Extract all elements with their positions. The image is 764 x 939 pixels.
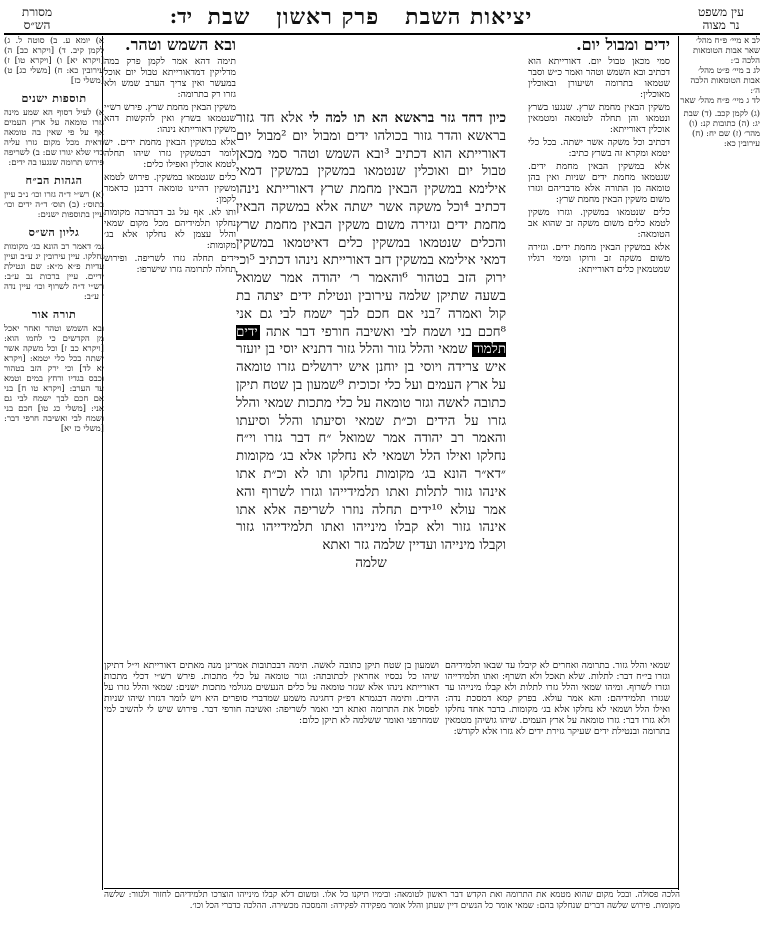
hagahot-habach-body: (א) רש״י ד״ה גזרו וכו׳ נ״ב עיין בתוס׳: (ב) תוס׳ ד״ה ידים וכו׳ עיין בתוספות ישנים: <box>4 190 104 220</box>
rashi-paragraph: כלים שנטמאו במשקין. וגזרו משקין לטמא כלים משום משקה זב שהוא אב הטומאה: <box>528 207 670 240</box>
gemara-text <box>236 110 506 644</box>
page-title: יציאות השבת פרק ראשון שבת <box>207 4 533 30</box>
gemara-body-continued: שמאי והלל גזור והלל גזור דתניא יוסי בן יועזר איש צרידה ויוסי בן יוחנן איש ירושלים גזרו טומאה על ארץ העמים ועל כלי זכוכית ⁹שמעון בן שטח תיקן כתובה לאשה וגזר טומאה על כלי מתכות שמאי והלל גזרו על הידים וכ״ת שמאי וסיעתו והלל וסיעתו והאמר רב יהודה אמר שמואל ״ח דבר גזרו וי״ח נחלקו ואילו הלל ושמאי לא נחלקו אלא בג׳ מקומות ״דא״ר הונא בג׳ מקומות נחלקו ותו לא וכ״ת אתו אינהו גזור לתלות ואתו תלמידייהו וגזרו לשרוף והא אמר עולא ¹⁰ידים תחלה נוזרו לשריפה אלא אתו אינהו גזור ולא קבלו מינייהו ואתו תלמידייהו גזור וקבלו מינייהו ועדיין שלמה גזר ואתא <box>236 342 506 554</box>
tosafot-paragraph: כלים שנטמאו במשקין. פירוש לטמא משקין דהיינו טומאה דרבנן כדאמר לקמן: <box>104 172 236 205</box>
tosafot-paragraph: ידים תחלה גזרו לשריפה. ופירוש תחלה לתרומה גזרו שישרפו: <box>104 253 236 275</box>
rashi-paragraph: אלא במשקין הבאין מחמת ידים. וגזירה משום משקה זב ורוקו ומימי רגליו שמטמאין כלים דאורייתא: <box>528 242 670 275</box>
rashi-paragraph: משקין הבאין מחמת שרץ. שנגעו בשרץ ונטמאו והן תחלה לטומאה ומטמאין אוכלין דאורייתא: <box>528 102 670 135</box>
tosafot-lower-column <box>104 660 439 890</box>
gemara-closing: שלמה <box>355 555 387 571</box>
rashi-paragraph: דכתיב וכל משקה אשר ישתה. בכל כלי יטמא ומקרא זה בשרץ כתיב: <box>528 137 670 159</box>
gilyon-hashas-body: גמ׳ דאמר רב הונא בג׳ מקומות נחלקו. עיין עירובין יג ע״ב ועיין עדיות פ״א מ״א: שם ונטילת ידיים. עיין ברכות נב ע״ב: רש״י ד״ה לשרוף וכו׳ עיין נדה ז ע״ב: <box>4 242 104 302</box>
bottom-commentary <box>104 890 680 936</box>
right-margin-rule <box>678 36 679 890</box>
tosafot-paragraph: משקין הבאין מחמת שרץ. פירש רש״י שנטמאו בשרץ ואין להקשות דהא משקין דאורייתא נינהו: <box>104 102 236 135</box>
tosafot-lower-text: ושמעון בן שטח תיקן כתובה לאשה. תימה דבכתובות אמרינן מנה מאתים דאורייתא וי״ל דתיקן שיהו כל נכסיו אחראין לכתובתה: וגזר טומאה על כלי מתכות. פירש רש״י דכלי מתכות דאורייתא נינהו אלא שגזר טומאה על כלים הנעשים מגולמי מתכות ישנים: שמאי והלל גזרו על הידים. ותימה דבגמרא דפ״ק דחגיגה משמע שמדברי סופרים היא ויש לומר דגזרו שיהו שניות לפסול את התרומה ואתא רבי ואמר לשריפה: ואשיבה חורפי דבר. פירוש שיש לי להשיב למי שמחרפני ואומר ששלמה לא תיקן כלום: <box>104 660 439 726</box>
rashi-column <box>528 36 670 656</box>
ein-mishpat-mid <box>680 108 760 888</box>
masoret-sidebar <box>4 36 104 931</box>
rashi-lead: ידים ומבול יום. <box>576 36 670 54</box>
gemara-body: אלא חד גזור בראשא והדר גזור בכולהו ידים ומבול יום ²מבול יום דאורייתא הוא דכתיב ³ובא השמש וטהר סמי מכאן טבול יום ואוכלין שנטמאו במשקין במשקין דמאי אילימא במשקין הבאין מחמת שרץ דאורייתא נינהו דכתיב ⁴וכל משקה אשר ישתה אלא במשקה הבאין מחמת ידים וגזירה משום משקין הבאין מחמת שרץ והכלים שנטמאו במשקין כלים דאיטמאו במשקין דמאי אילימא במשקין דזב דאורייתא נינהו דכתיב ⁵וכי ירוק הזב בטהור ⁶והאמר ר׳ יהודה אמר שמואל בשעה שתיקן שלמה עירובין ונטילת ידים יצתה בת קול ואמרה ⁷בני אם חכם לבך ישמח לבי גם אני ⁸חכם בני ושמח לבי ואשיבה חורפי דבר אתה <box>236 111 506 340</box>
daf-number: יד: <box>169 4 192 28</box>
masoret-references: א) יומא ע. ב) סוטה ל. ג) לקמן קיב. ד) [ויקרא כב] ה) [ויקרא יא] ו) [ויקרא טו] ז) עירובין כא: ח) [משלי כג] ט) [משלי כז] <box>4 36 104 86</box>
ein-mishpat-mid-text: (ג) לקמן קכב. (ד) שבת יג: (ה) כתובות קנ: (ו) מהר׳ (ז) שם יח: (ח) עירובין כא: <box>683 108 760 148</box>
hagahot-habach-title: הגהות הב״ח <box>25 174 83 187</box>
rashi-lower-text: שמאי והלל גזור. בתרומה ואחרים לא קיבלו עד שבאו תלמידיהם וגזרו בי״ח דבר: לתלות. שלא תאכל ולא תשרף: ואתו תלמידייהו וגזרו לשרוף. ומיהו שמאי והלל גזרו לתלות ולא קבלו מינייהו עד שגזרו תלמידיהם: והא אמר עולא. בפרק קמא דמסכת נדה: ואילו הלל ושמאי לא נחלקו אלא בג׳ מקומות. בדבר אחד נחלקו ולא גזרו דבר: גזרו טומאה על ארץ העמים. שיהו גושיהן מטמאין בתרומה ובנטילת ידים שעיקר גזירת ידים לא גזרו אלא לקודש: <box>445 660 670 737</box>
torah-or-body: ובא השמש וטהר ואחר יאכל מן הקדשים כי לחמו הוא: [ויקרא כב ז] וכל משקה אשר ישתה בכל כלי יטמא: [ויקרא יא לד] וכי ירק הזב בטהור וכבס בגדיו ורחץ במים וטמא עד הערב: [ויקרא טו ח] בני אם חכם לבך ישמח לבי גם אני: [משלי כג טו] חכם בני ושמח לבי ואשיבה חרפי דבר: [משלי כז יא] <box>4 324 104 434</box>
gemara-opener: כיון דחד גזר בראשא הא תו למה לי <box>309 110 506 126</box>
rashi-lower-column <box>445 660 670 890</box>
gemara-boxed-phrase: ידים תלמוד <box>236 324 506 358</box>
tosafot-paragraph: תימה דהא אמר לקמן פרק במה מדליקין דמדאורייתא טבול יום אוכל במעשר ואין צריך הערב שמש ולא גזרו רק בתרומה: <box>104 56 236 100</box>
ein-mishpat-top-text: לב א מיי׳ פ״ח מהל׳ שאר אבות הטומאות הלכה ב׳: לג ב מיי׳ פ״ט מהל׳ אבות הטומאות הלכה ה׳: לד ג מיי׳ פ״ח מהל׳ שאר <box>680 36 760 106</box>
ein-mishpat-top <box>680 36 760 106</box>
ein-mishpat-heading <box>686 6 756 34</box>
ein-mishpat-heading-text: עין משפט נר מצוה <box>698 5 744 32</box>
tosafot-yeshanim-title: תוספות ישנים <box>21 92 87 105</box>
gilyon-hashas-title: גליון הש״ס <box>28 226 80 239</box>
tosafot-column <box>104 36 236 656</box>
header-rule <box>4 33 760 35</box>
torah-or-title: תורה אור <box>31 308 77 321</box>
tosafot-lead: ובא השמש וטהר. <box>125 36 236 54</box>
rashi-paragraph: אלא במשקין הבאין מחמת ידים. שנטמאו מחמת ידים שניות ואין בהן טומאה מן התורה אלא מדבריהם וגזרו משום משקין הבאין מחמת שרץ: <box>528 161 670 205</box>
bottom-commentary-text: הלכה פסולה. ובכל מקום שהוא מטמא את התרומה ואת הקדש דבר ראשון לטומאה: ובימיו תיקנו כל אלו. ומשום דלא קבלו מינייהו הוצרכו תלמידיהם לחזור ולגזור: שלשה מקומות. פירוש שלשה דברים שנחלקו בהם: שמאי אומר כל הנשים דיין שעתן והלל אומר מפקידה לפקידה: והמסכה מכשירה. ההלכה כדברי הכל וכו׳. <box>104 890 680 911</box>
tosafot-paragraph: אלא במשקין הבאין מחמת ידים. יש לומר דבמשקין גזרו שיהו תחלה לטמא אוכלין ואפילו כלים: <box>104 137 236 170</box>
tosafot-yeshanim-body: א) לעיל דסוף הא שמע מינה גזרו טומאה על ארץ העמים אף על פי שאין בה טומאה ודאית מכל מקום גזרו עליה כדי שלא יגורו שם: ב) לשריפה פירוש תרומה שנגעו בה ידים: <box>4 108 104 168</box>
tosafot-paragraph: ותו לא. אף על גב דבהרבה מקומות נחלקו תלמידיהם מכל מקום שמאי והלל עצמן לא נחלקו אלא בג׳ מקומות: <box>104 207 236 251</box>
masoret-hashas-heading <box>4 6 70 34</box>
rashi-paragraph: סמי מכאן טבול יום. דאורייתא הוא דכתיב ובא השמש וטהר ואמר כ״ש וסבר שטמאו בתרומה ושיעורן ובאוכלין מאוכלין: <box>528 56 670 100</box>
masoret-hashas-heading-text: מסורת הש״ס <box>21 5 53 32</box>
